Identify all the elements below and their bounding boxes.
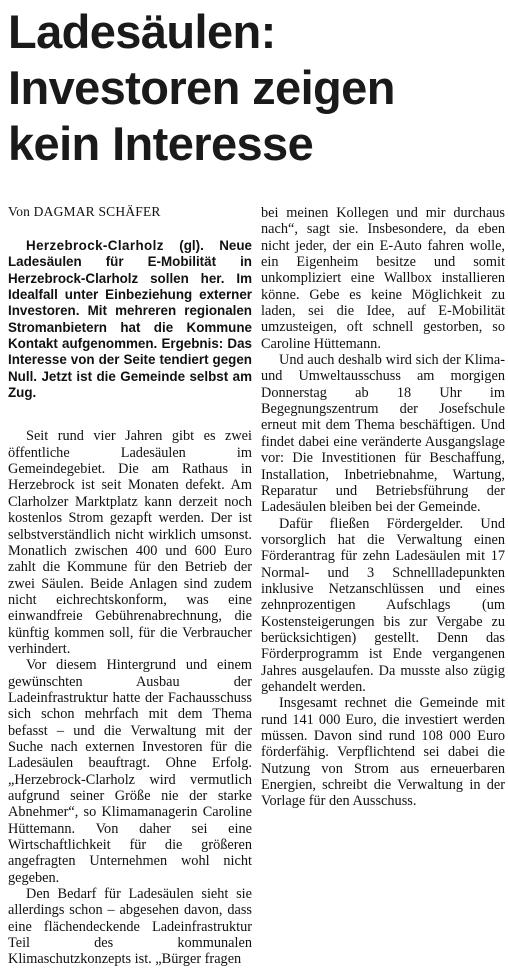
lead-paragraph bbox=[8, 238, 252, 401]
lead-text: Neue Ladesäulen für E-Mobilität in Herzebrock-Clarholz sollen her. Im Idealfall unter Einbeziehung externer Investoren. Mit mehreren regionalen Stromanbietern hat die Kommune Kontakt aufgenommen. Ergebnis: Das Interesse von der Seite tendiert gegen Null. Jetzt ist die Gemeinde selbst am Zug. bbox=[8, 238, 252, 401]
body-paragraph-4: Und auch deshalb wird sich der Klima- und Umweltausschuss am morgigen Donnerstag ab 18 Uhr im Begegnungszentrum der Josefschule erneut mit dem Thema beschäftigen. Und findet dabei eine veränderte Ausgangslage vor: Die Investitionen für Beschaffung, Installation, Inbetriebnahme, Wartung, Reparatur und Betriebsführung der Ladesäulen bleiben bei der Gemeinde. bbox=[261, 352, 505, 516]
body-paragraph-3: Den Bedarf für Ladesäulen sieht sie allerdings schon – abgesehen davon, dass eine flächendeckende Ladeinfrastruktur Teil des kommunalen Klimaschutzkonzepts ist. „Bürger fragen bbox=[8, 886, 252, 968]
article-headline bbox=[8, 4, 504, 172]
headline-line-1: Ladesäulen: bbox=[8, 5, 276, 58]
author-byline: Von DAGMAR SCHÄFER bbox=[8, 204, 161, 219]
body-paragraph-1: Seit rund vier Jahren gibt es zwei öffentliche Ladesäulen im Gemeindegebiet. Die am Rathaus in Herzebrock ist seit Monaten defekt. Am Clarholzer Marktplatz kann derzeit noch kostenlos Strom gezapft werden. Der ist selbstverständlich nicht wirklich umsonst. Monatlich zwischen 400 und 600 Euro zahlt die Kommune für den Betrieb der zwei Säulen. Beide Anlagen sind zudem nicht eichrechtskonform, was eine einwandfreie Gebührenabrechnung, die künftig kommen soll, für die Verbraucher verhindert. bbox=[8, 428, 252, 657]
dateline-location: Herzebrock-Clarholz bbox=[26, 238, 164, 253]
headline-line-3: kein Interesse bbox=[8, 117, 314, 170]
headline-line-2: Investoren zeigen bbox=[8, 61, 395, 114]
article-column-left bbox=[8, 238, 252, 968]
article-column-right bbox=[261, 205, 505, 810]
body-paragraph-5: Dafür fließen Fördergelder. Und vorsorglich hat die Verwaltung einen Förderantrag für zehn Ladesäulen mit 17 Normal- und 3 Schnellladepunkten inklusive Netzanschlüssen und eines zehnprozentigen Aufschlags (um Kostensteigerungen bis zur Vergabe zu berücksichtigen) gestellt. Denn das Förderprogramm ist Ende vergangenen Jahres ausgelaufen. Da musste also zügig gehandelt werden. bbox=[261, 515, 505, 695]
dateline-agency: (gl). bbox=[179, 238, 204, 253]
body-paragraph-2: Vor diesem Hintergrund und einem gewünschten Ausbau der Ladeinfrastruktur hatte der Fachausschuss sich schon mehrfach mit dem Thema befasst – und die Verwaltung mit der Suche nach externen Investoren für die Ladesäulen beauftragt. Ohne Erfolg. „Herzebrock-Clarholz wird vermutlich aufgrund seiner Größe nie der starke Abnehmer“, so Klimamanagerin Caroline Hüttemann. Von daher sei eine Wirtschaftlichkeit für die größeren angefragten Unternehmen wohl nicht gegeben. bbox=[8, 657, 252, 886]
body-paragraph-6: Insgesamt rechnet die Gemeinde mit rund 141 000 Euro, die investiert werden müssen. Davon sind rund 108 000 Euro förderfähig. Verpflichtend sei dabei die Nutzung von Strom aus erneuerbaren Energien, schreibt die Verwaltung in der Vorlage für den Ausschuss. bbox=[261, 695, 505, 810]
body-paragraph-3-continued: bei meinen Kollegen und mir durchaus nach“, sagt sie. Insbesondere, da eben nicht jeder, der ein E-Auto fahren wolle, ein Eigenheim besitze und somit unkompliziert eine Wallbox installieren könne. Gebe es keine Möglichkeit zu laden, sei die Idee, auf E-Mobilität umzusteigen, oft schnell gestorben, so Caroline Hüttemann. bbox=[261, 205, 505, 352]
